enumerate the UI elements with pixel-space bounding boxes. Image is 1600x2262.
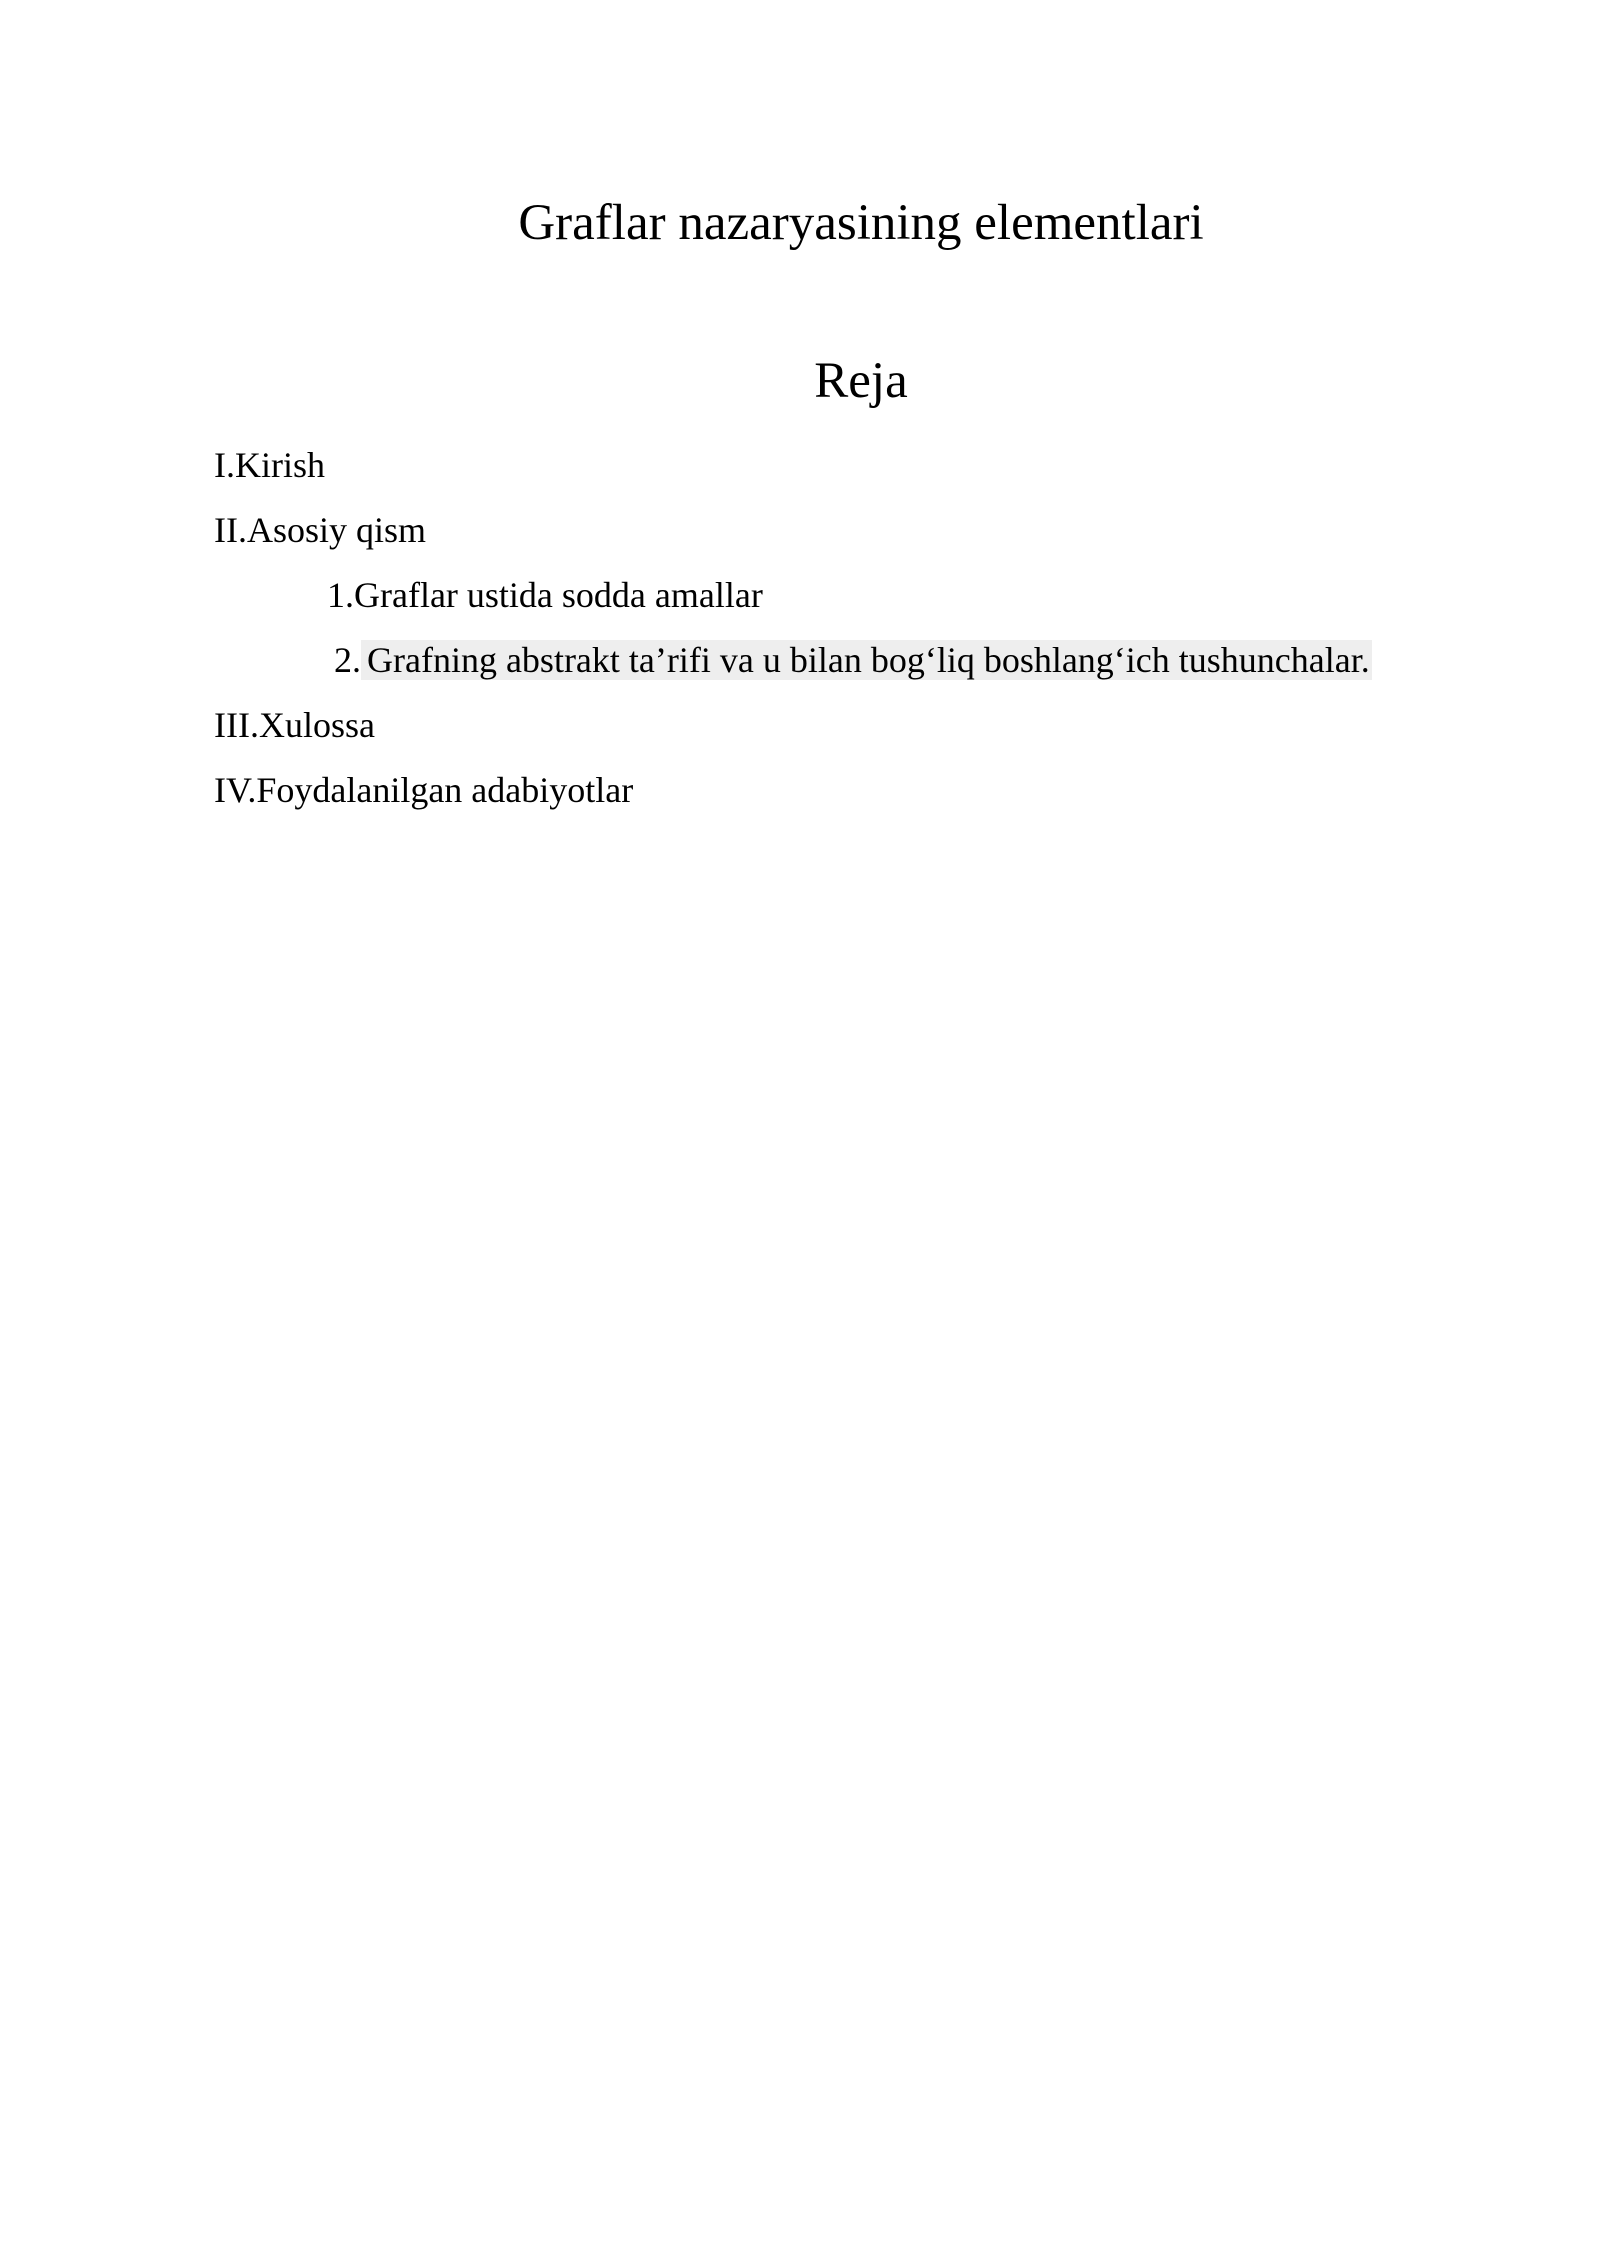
outline-item-conclusion: III.Xulossa — [214, 705, 375, 745]
outline-item-introduction: I.Kirish — [214, 445, 325, 485]
highlighted-text: Grafning abstrakt ta’rifi va u bilan bog‘liq boshlang‘ich tushunchalar. — [361, 640, 1372, 680]
outline-subitem-number: 2. — [334, 640, 361, 680]
outline-item-main-part: II.Asosiy qism — [214, 510, 427, 550]
plan-heading: Reja — [814, 353, 908, 409]
outline-subitem-simple-operations: 1.Graflar ustida sodda amallar — [327, 575, 763, 615]
outline-item-references: IV.Foydalanilgan adabiyotlar — [214, 770, 634, 810]
outline-subitem-abstract-definition — [334, 635, 1372, 685]
document-title: Graflar nazaryasining elementlari — [518, 195, 1204, 251]
